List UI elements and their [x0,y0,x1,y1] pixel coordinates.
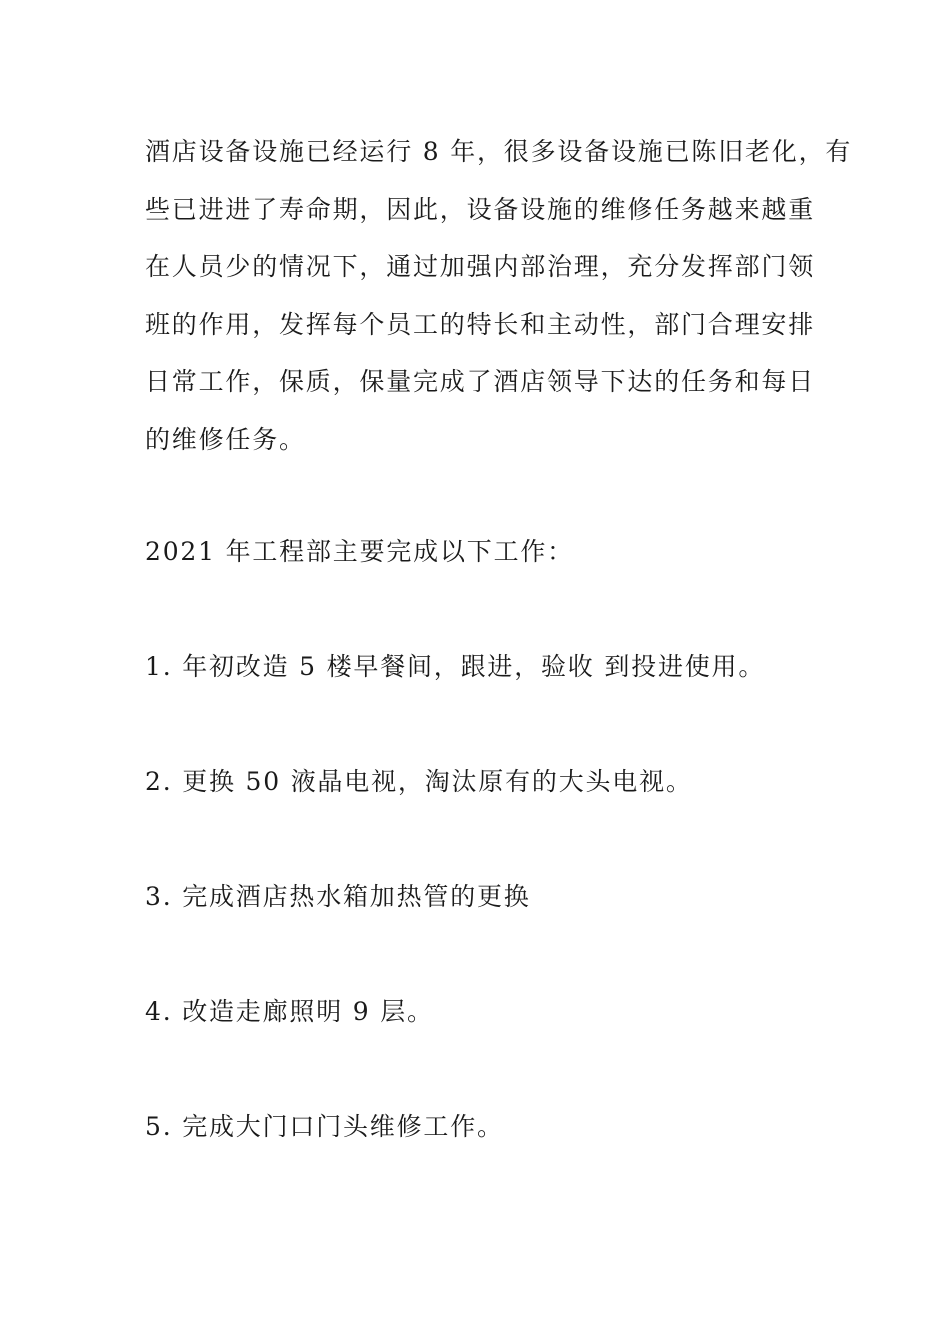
intro-paragraph [145,132,853,477]
paragraph-line: 班的作用，发挥每个员工的特长和主动性，部门合理安排 [145,309,816,339]
list-item: 2. 更换 50 液晶电视，淘汰原有的大头电视。 [145,767,693,796]
list-item: 4. 改造走廊照明 9 层。 [145,997,434,1026]
paragraph-line: 酒店设备设施已经运行 8 年，很多设备设施已陈旧老化，有 [145,137,853,166]
paragraph-line: 日常工作，保质，保量完成了酒店领导下达的任务和每日 [145,367,816,396]
list-item: 5. 完成大门口门头维修工作。 [145,1112,504,1141]
paragraph-line: 在人员少的情况下，通过加强内部治理，充分发挥部门领 [145,252,816,281]
list-item: 3. 完成酒店热水箱加热管的更换 [145,882,531,911]
list-item: 1. 年初改造 5 楼早餐间，跟进，验收 到投进使用。 [145,652,766,681]
paragraph-line: 些已进进了寿命期，因此，设备设施的维修任务越来越重 [145,194,816,224]
section-heading: 2021 年工程部主要完成以下工作： [145,537,574,566]
paragraph-line: 的维修任务。 [145,424,306,454]
